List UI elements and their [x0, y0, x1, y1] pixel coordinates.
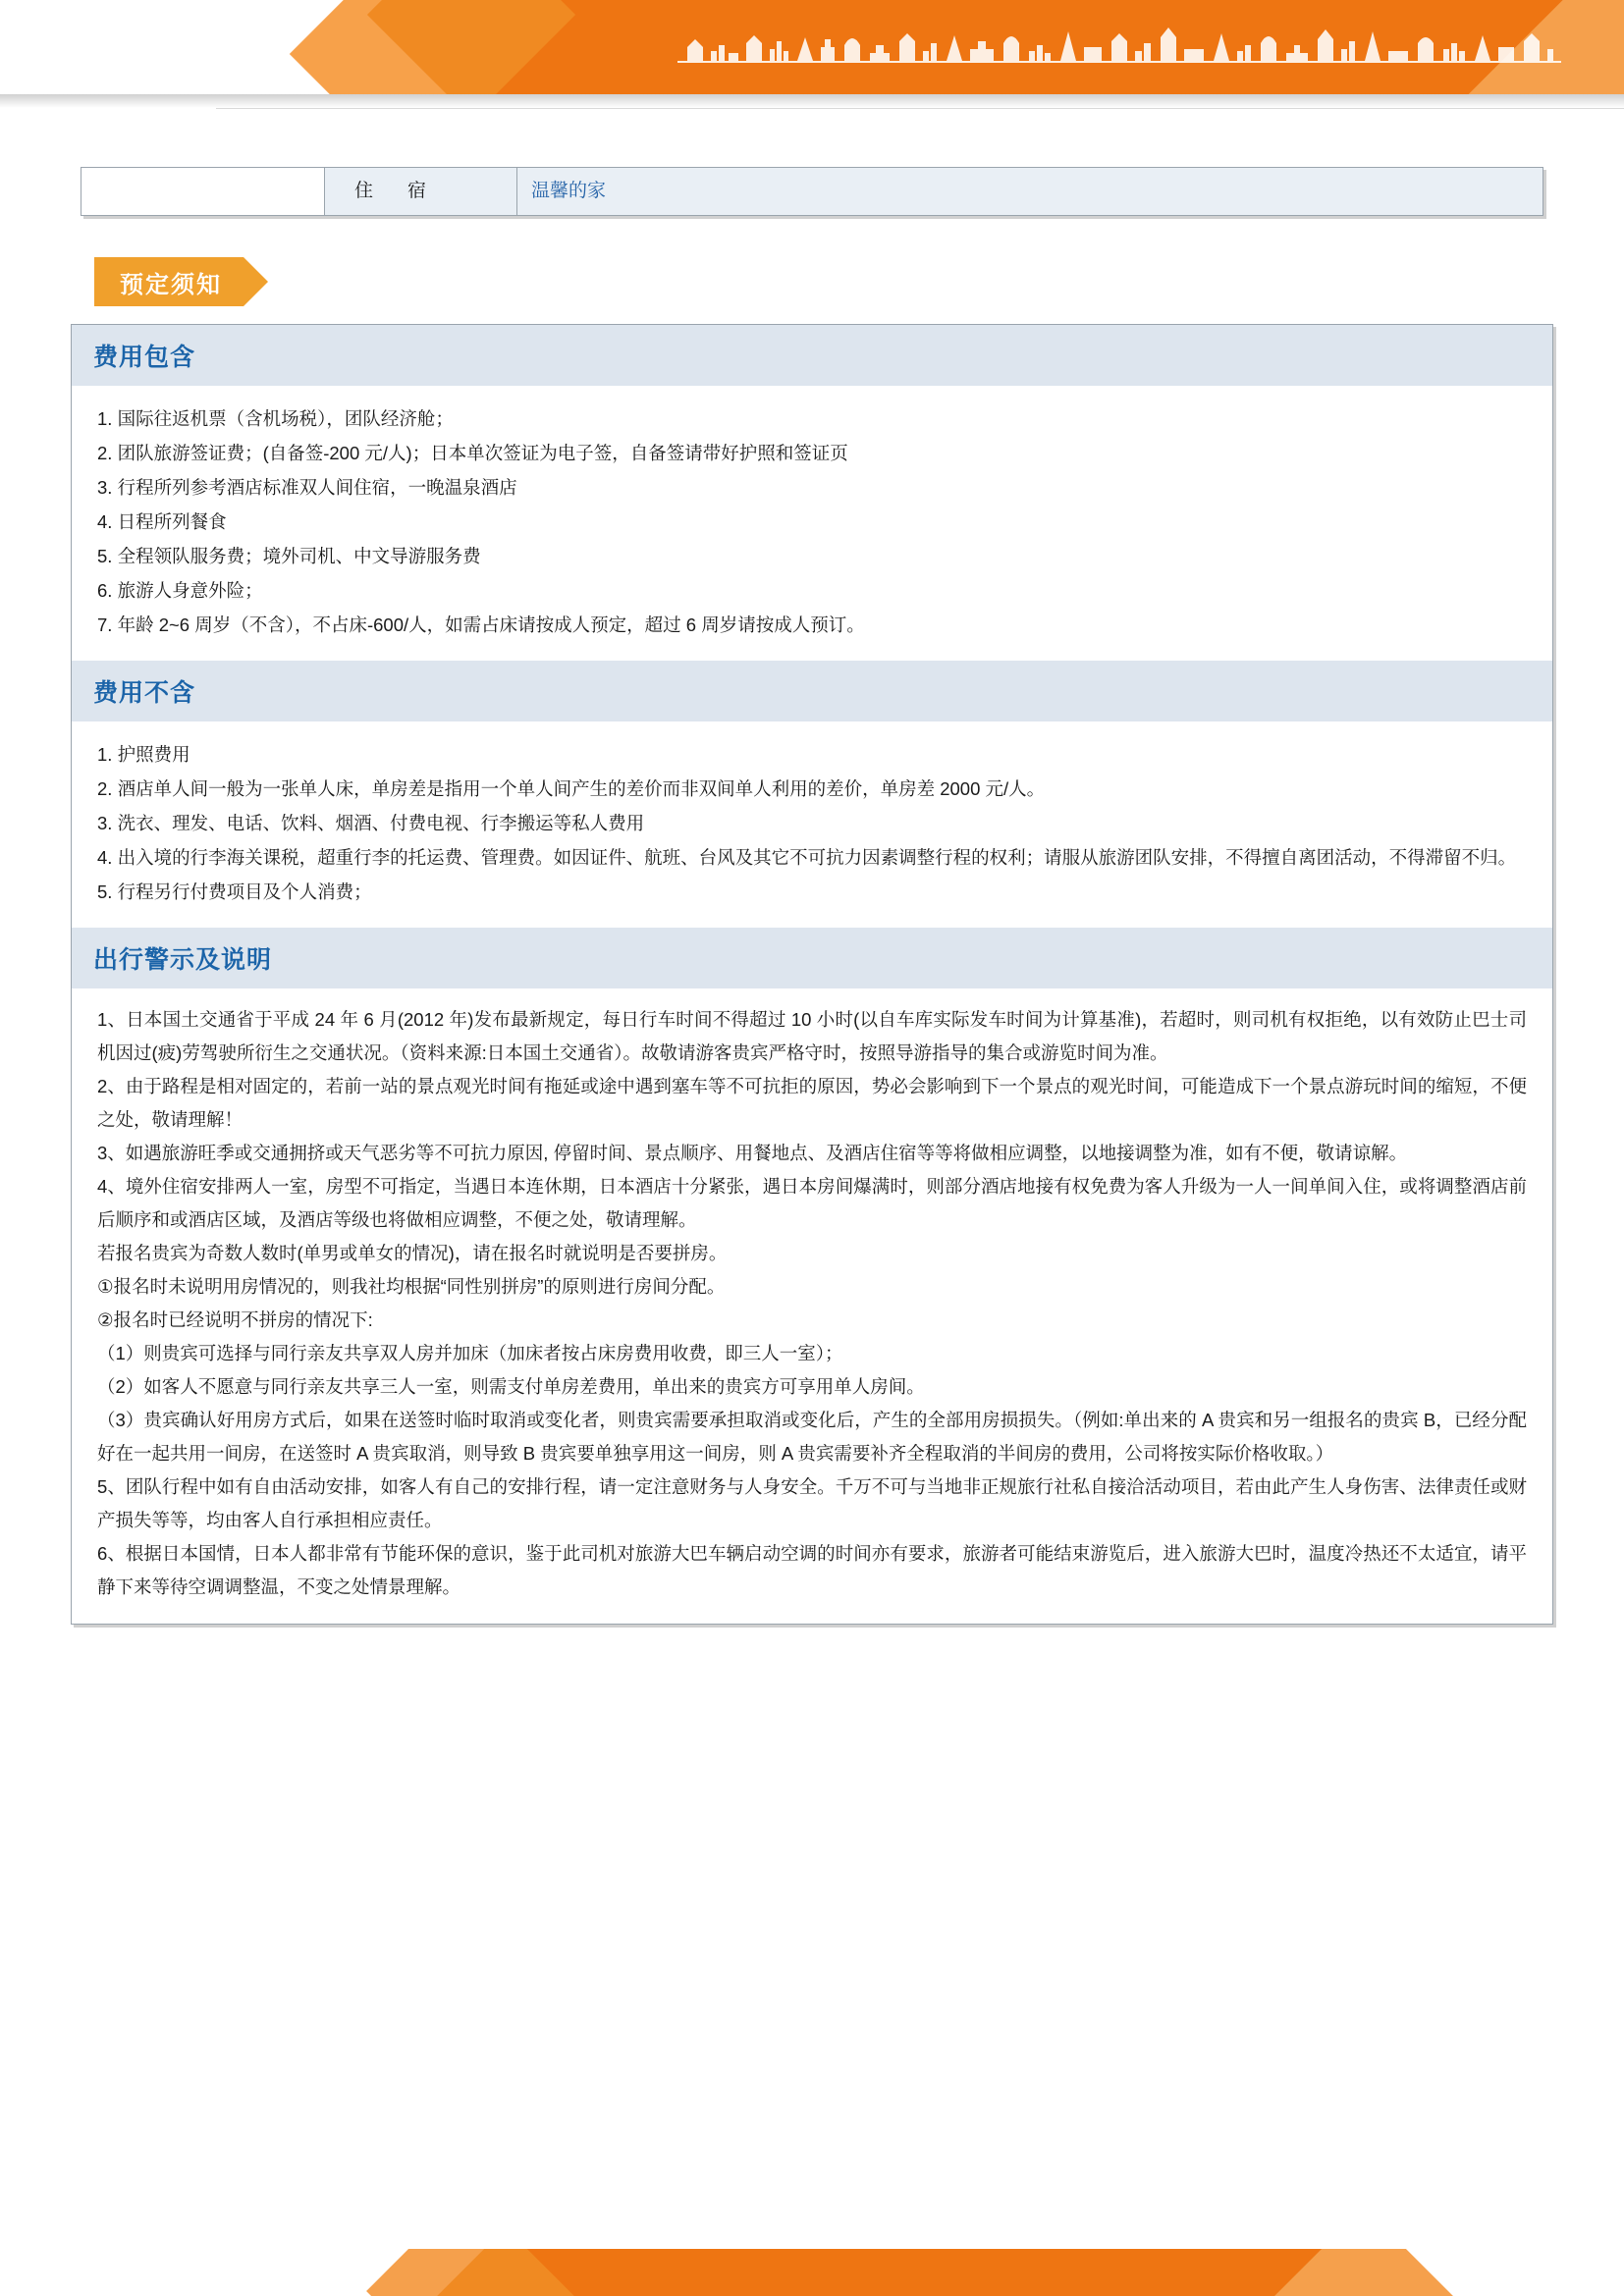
ribbon-label: 预定须知: [94, 257, 244, 306]
page-header-band: [0, 0, 1624, 94]
list-item: 2. 酒店单人间一般为一张单人床，单房差是指用一个单人间产生的差价而非双间单人利用的差价，单房差 2000 元/人。: [97, 778, 1046, 799]
list-item: 3. 行程所列参考酒店标准双人间住宿，一晚温泉酒店: [97, 477, 517, 498]
list-item: 2. 团队旅游签证费；(自备签-200 元/人)；日本单次签证为电子签，自备签请带好护照和签证页: [97, 443, 848, 463]
section-body-fee-included: [72, 387, 1552, 661]
header-divider-rule: [216, 108, 1624, 109]
paragraph: （2）如客人不愿意与同行亲友共享三人一室，则需支付单房差费用，单出来的贵宾方可享用单人房间。: [97, 1376, 925, 1397]
paragraph: 1、日本国土交通省于平成 24 年 6 月(2012 年)发布最新规定，每日行车时间不得超过 10 小时(以自车库实际发车时间为计算基准)，若超时，则司机有权拒绝，以有效防止巴士司机因过(疲)劳驾驶所衍生之交通状况。（资料来源:日本国土交通省）。故敬请游客贵宾严格守时，按照导游指导的集合或游览时间为准。: [97, 1009, 1527, 1063]
booking-notice-ribbon: [94, 257, 244, 306]
section-title-fee-excluded: 费用不含: [72, 661, 1552, 722]
paragraph: 6、根据日本国情，日本人都非常有节能环保的意识，鉴于此司机对旅游大巴车辆启动空调的时间亦有要求，旅游者可能结束游览后，进入旅游大巴时，温度冷热还不太适宜，请平静下来等待空调调整温，不变之处情景理解。: [97, 1543, 1527, 1597]
section-title-travel-warning: 出行警示及说明: [72, 928, 1552, 989]
list-item: 1. 国际往返机票（含机场税），团队经济舱；: [97, 408, 454, 429]
hotel-row-value: 温馨的家: [517, 168, 1543, 215]
paragraph: （3）贵宾确认好用房方式后，如果在送签时临时取消或变化者，则贵宾需要承担取消或变化后，产生的全部用房损损失。（例如:单出来的 A 贵宾和另一组报名的贵宾 B，已经分配好在一起共用一间房，在送签时 A 贵宾取消，则导致 B 贵宾要单独享用这一间房，则 A 贵宾需要补齐全程取消的半间房的费用，公司将按实际价格收取。）: [97, 1410, 1527, 1464]
page-footer-band: [0, 2249, 1624, 2296]
list-item: 1. 护照费用: [97, 744, 190, 765]
paragraph: 2、由于路程是相对固定的，若前一站的景点观光时间有拖延或途中遇到塞车等不可抗拒的原因，势必会影响到下一个景点的观光时间，可能造成下一个景点游玩时间的缩短，不便之处，敬请理解！: [97, 1076, 1527, 1130]
section-body-fee-excluded: [72, 722, 1552, 928]
list-item: 4. 日程所列餐食: [97, 511, 227, 532]
list-item: 5. 全程领队服务费；境外司机、中文导游服务费: [97, 546, 481, 566]
list-item: 3. 洗衣、理发、电话、饮料、烟酒、付费电视、行李搬运等私人费用: [97, 813, 645, 833]
list-item: 7. 年龄 2~6 周岁（不含），不占床-600/人，如需占床请按成人预定，超过 6 周岁请按成人预订。: [97, 614, 865, 635]
list-item: 6. 旅游人身意外险；: [97, 580, 263, 601]
list-item: 5. 行程另行付费项目及个人消费；: [97, 881, 372, 902]
paragraph: ①报名时未说明用房情况的，则我社均根据“同性别拼房”的原则进行房间分配。: [97, 1276, 726, 1297]
hotel-row-blank-cell: [81, 168, 325, 215]
hotel-row: [81, 167, 1543, 216]
paragraph: ②报名时已经说明不拼房的情况下:: [97, 1309, 373, 1330]
hotel-row-label: 住 宿: [325, 168, 517, 215]
header-shadow: [0, 94, 1624, 108]
city-skyline-icon: [677, 18, 1561, 77]
booking-notice-panel: [71, 324, 1553, 1625]
paragraph: （1）则贵宾可选择与同行亲友共享双人房并加床（加床者按占床房费用收费，即三人一室）；: [97, 1343, 843, 1363]
section-title-fee-included: 费用包含: [72, 325, 1552, 387]
section-body-travel-warning: [72, 989, 1552, 1624]
paragraph: 4、境外住宿安排两人一室，房型不可指定，当遇日本连休期，日本酒店十分紧张，遇日本房间爆满时，则部分酒店地接有权免费为客人升级为一人一间单间入住，或将调整酒店前后顺序和或酒店区域，及酒店等级也将做相应调整，不便之处，敬请理解。: [97, 1176, 1527, 1230]
paragraph: 3、如遇旅游旺季或交通拥挤或天气恶劣等不可抗力原因, 停留时间、景点顺序、用餐地点、及酒店住宿等等将做相应调整，以地接调整为准，如有不便，敬请谅解。: [97, 1143, 1408, 1163]
list-item: 4. 出入境的行李海关课税，超重行李的托运费、管理费。如因证件、航班、台风及其它不可抗力因素调整行程的权利；请服从旅游团队安排，不得擅自离团活动，不得滞留不归。: [97, 847, 1517, 868]
paragraph: 若报名贵宾为奇数人数时(单男或单女的情况)，请在报名时就说明是否要拼房。: [97, 1243, 728, 1263]
paragraph: 5、团队行程中如有自由活动安排，如客人有自己的安排行程，请一定注意财务与人身安全。千万不可与当地非正规旅行社私自接洽活动项目，若由此产生人身伤害、法律责任或财产损失等等，均由客人自行承担相应责任。: [97, 1476, 1527, 1530]
